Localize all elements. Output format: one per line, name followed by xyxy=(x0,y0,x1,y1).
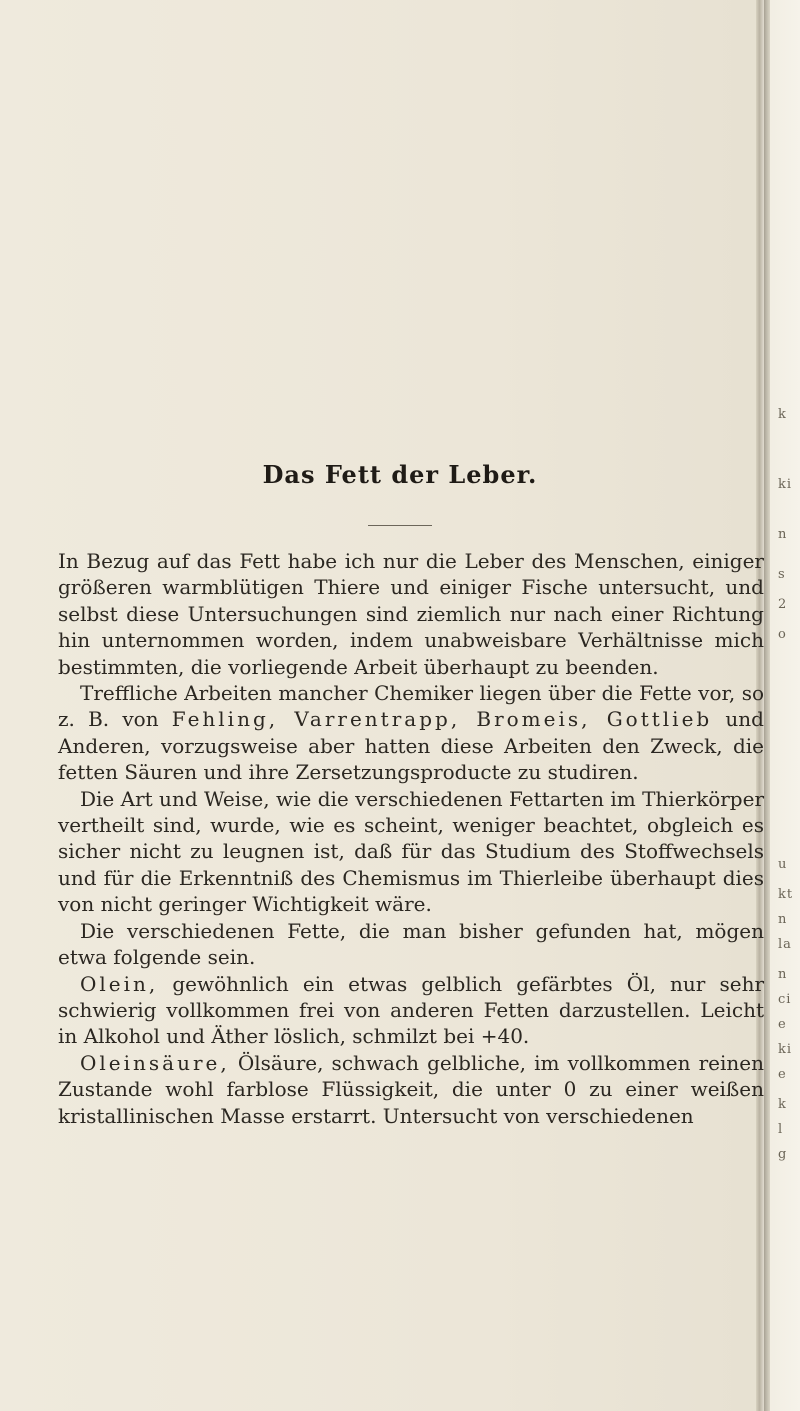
paragraph-6 xyxy=(58,1050,764,1129)
facing-page-bleed-13: e xyxy=(778,1017,787,1032)
facing-page-bleed-16: k xyxy=(778,1097,787,1112)
term-olein: Olein, xyxy=(80,971,159,996)
paragraph-4-text: Die verschiedenen Fette, die man bisher gefunden hat, mögen etwa folgende sein. xyxy=(58,918,764,970)
section-heading: Das Fett der Leber. xyxy=(262,460,538,489)
facing-page-bleed-3: n xyxy=(778,527,788,542)
facing-page-bleed-8: kt xyxy=(778,887,794,902)
paragraph-6-text: Ölsäure, schwach gelbliche, im vollkommen reinen Zustande wohl farblose Flüssigkeit, die unter 0 zu einer weißen kristallinischen Masse erstarrt. Untersucht von verschiedenen xyxy=(58,1050,764,1128)
facing-page-bleed-12: ci xyxy=(778,992,792,1007)
paragraph-2-lead: Treffliche Arbeiten mancher Chemiker liegen über die Fette vor, so z. B. von xyxy=(58,681,764,732)
facing-page-bleed-10: la xyxy=(778,937,792,952)
body-text xyxy=(58,548,764,1129)
paragraph-1-text: In Bezug auf das Fett habe ich nur die Leber des Menschen, einiger größeren warmblütigen Thiere und einiger Fische untersucht, und selbst diese Untersuchungen sind ziemlich nur nach einer Richtung hin unternommen worden, indem unabweisbare Verhältnisse mich bestimmten, die vorliegende Arbeit überhaupt zu beenden. xyxy=(58,549,764,679)
facing-page-bleed-15: e xyxy=(778,1067,787,1082)
facing-page-bleed-14: ki xyxy=(778,1042,793,1057)
paragraph-3 xyxy=(58,786,764,918)
paragraph-5 xyxy=(58,971,764,1050)
paragraph-1 xyxy=(58,548,764,680)
facing-page-bleed-7: u xyxy=(778,857,788,872)
paragraph-2-tail: und Anderen, vorzugsweise aber hatten diese Arbeiten den Zweck, die fetten Säuren und ihre Zersetzungsproducte zu studiren. xyxy=(58,707,764,785)
facing-page-bleed-2: ki xyxy=(778,477,793,492)
facing-page-bleed-1: k xyxy=(778,407,787,422)
facing-page-bleed-11: n xyxy=(778,967,788,982)
facing-page-bleed-4: s xyxy=(778,567,786,582)
paragraph-5-text: gewöhnlich ein etwas gelblich gefärbtes Öl, nur sehr schwierig vollkommen frei von anderen Fetten darzustellen. Leicht in Alkohol und Äther löslich, schmilzt bei +40. xyxy=(58,971,765,1049)
paragraph-2 xyxy=(58,680,764,786)
paragraph-3-text: Die Art und Weise, wie die verschiedenen Fettarten im Thierkörper vertheilt sind, wurde, wie es scheint, weniger beachtet, obgleich es sicher nicht zu leugnen ist, daß für das Studium des Stoffwechsels und für die Erkenntniß des Chemismus im Thierleibe überhaupt dies von nicht geringer Wichtigkeit wäre. xyxy=(58,786,764,917)
term-oleinsaeure: Oleinsäure, xyxy=(80,1050,230,1075)
heading-rule xyxy=(368,525,432,526)
facing-page-bleed-6: o xyxy=(778,627,787,642)
facing-page-bleed-5: 2 xyxy=(778,597,788,612)
facing-page-bleed-9: n xyxy=(778,912,788,927)
facing-page-bleed-18: g xyxy=(778,1147,788,1162)
gutter-shadow xyxy=(764,0,770,1411)
chemist-names: Fehling, Varrentrapp, Bromeis, Gottlieb xyxy=(171,707,713,732)
paragraph-4 xyxy=(58,918,764,971)
facing-page-bleed-17: l xyxy=(778,1122,784,1137)
